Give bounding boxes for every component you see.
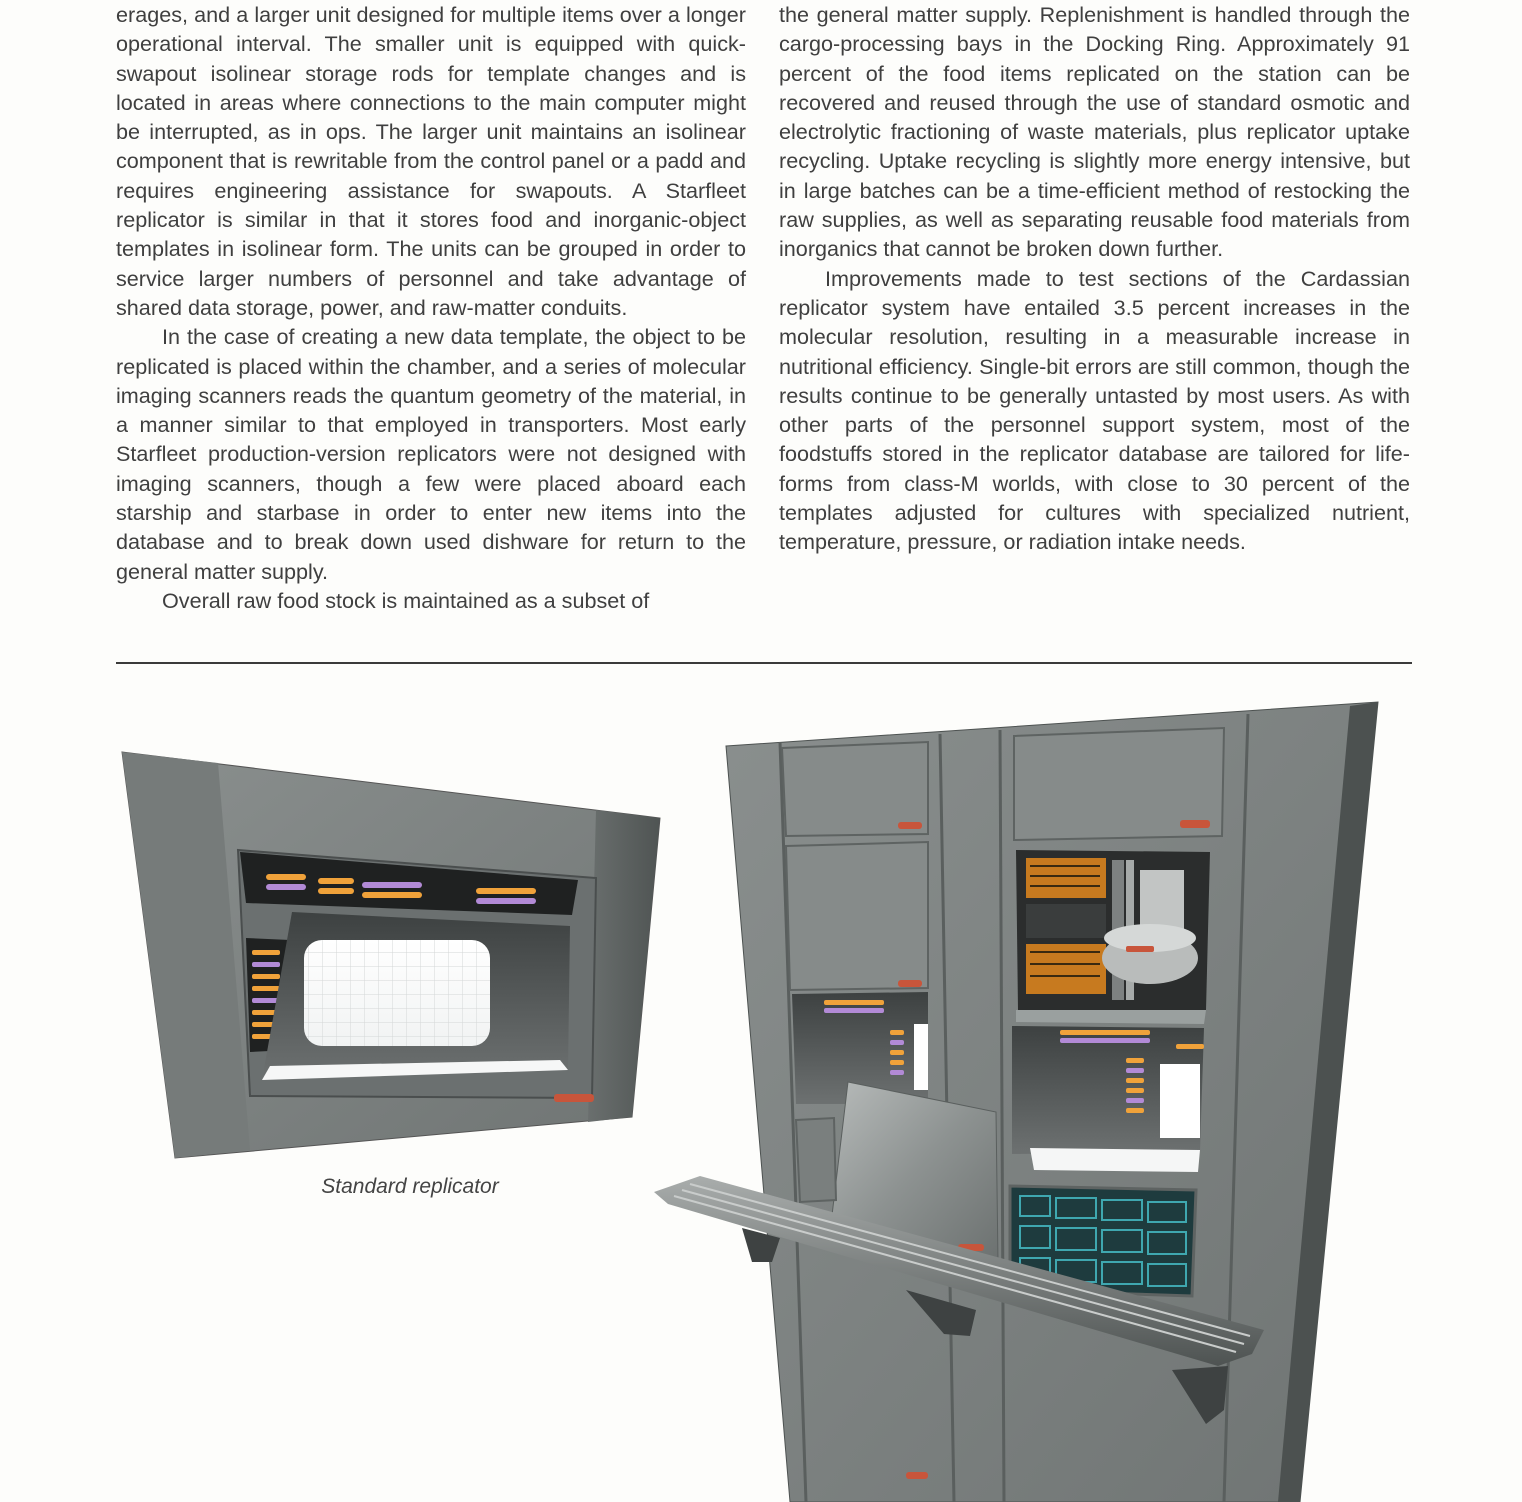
left-paragraph: In the case of creating a new data template, the object to be replicated is placed within the chamber, and a series of molecular imaging scanners reads the quantum geometry of the material, in a manner similar to that employed in transporters. Most early Starfleet production-version replicators were not designed with imaging scanners, though a few were placed aboard each starship and starbase in order to enter new items into the database and to break down used dishware for return to the general matter supply.	[116, 324, 746, 584]
circuit-panel	[1026, 858, 1106, 994]
standard-replicator-illustration	[122, 752, 660, 1158]
left-paragraph: Overall raw food stock is maintained as a subset of	[162, 587, 650, 613]
right-paragraph: the general matter supply. Replenishment is handled through the cargo-processing bays in the Docking Ring. Approximately 91 percent of the food items replicated on the station can be recovered and reused through the use of standard osmotic and electrolytic fractioning of waste materials, plus replicator uptake recycling. Uptake recycling is slightly more energy intensive, but in large batches can be a time-efficient method of restocking the raw supplies, as well as separating reusable food materials from inorganics that cannot be broken down further.	[779, 2, 1410, 262]
left-paragraph: erages, and a larger unit designed for multiple items over a longer operational interval. The smaller unit is equipped with quick-swapout isolinear storage rods for template changes and is located in areas where connections to the main computer might be interrupted, as in ops. The larger unit maintains an isolinear component that is rewritable from the control panel or a padd and requires engineering assistance for swapouts. A Starfleet replicator is similar in that it stores food and inorganic-object templates in isolinear form. The units can be grouped in order to service larger numbers of personnel and take advantage of shared data storage, power, and raw-matter conduits.	[116, 2, 746, 320]
cardassian-replicator-illustration	[654, 702, 1378, 1502]
figure-caption: Standard replicator	[321, 1175, 499, 1198]
right-paragraph: Improvements made to test sections of the Cardassian replicator system have entailed 3.5 percent increases in the molecular resolution, resulting in a measurable increase in nutritional efficiency. Single-bit errors are still common, though the results continue to be generally untasted by most users. As with other parts of the personnel support system, most of the foodstuffs stored in the replicator database are tailored for life-forms from class-M worlds, with close to 30 percent of the templates adjusted for cultures with specialized nutrient, temperature, pressure, or radiation intake needs.	[779, 265, 1410, 555]
